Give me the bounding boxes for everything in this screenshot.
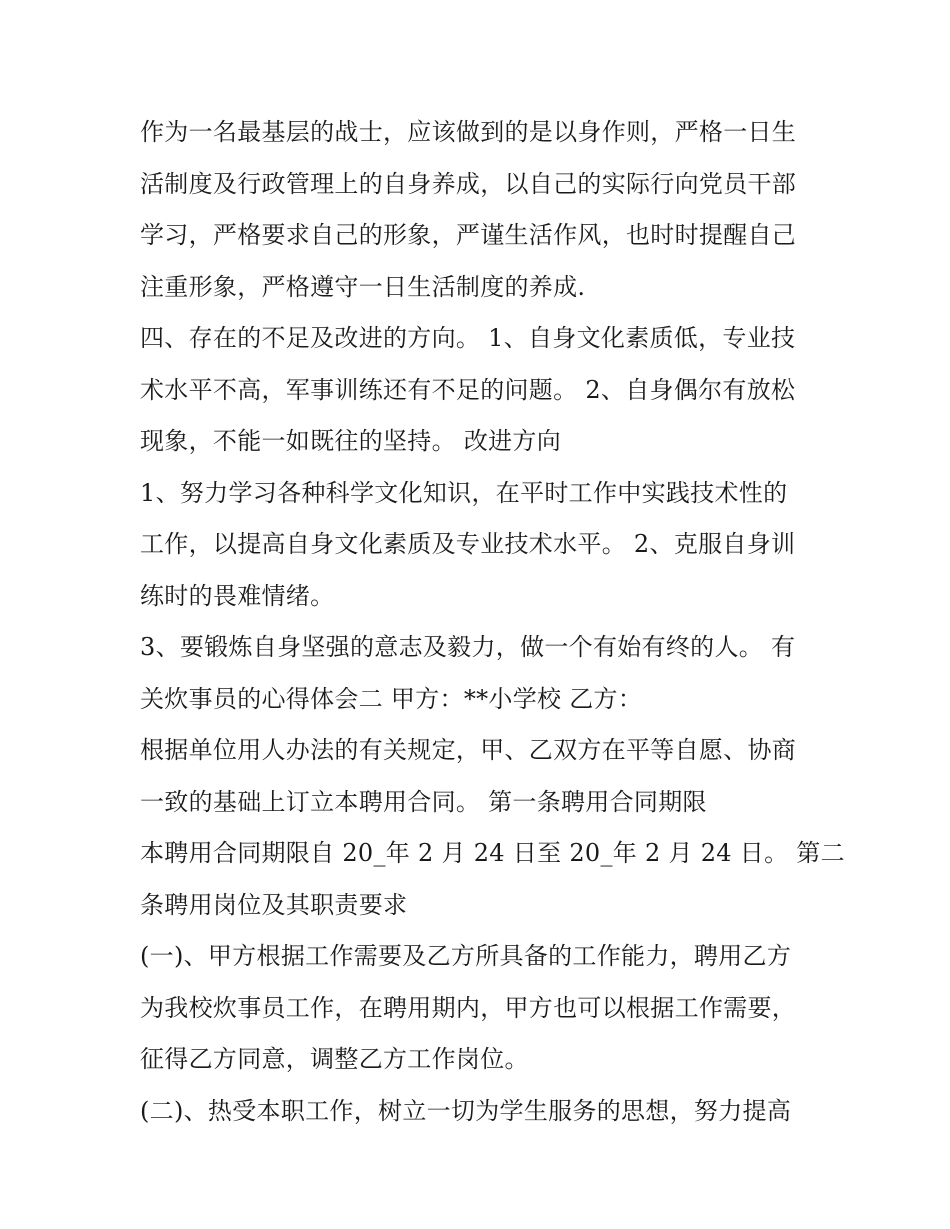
- text-line: 本聘用合同期限自 20_年 2 月 24 日至 20_年 2 月 24 日。 第二: [140, 839, 845, 867]
- text-line: 注重形象，严格遵守一日生活制度的养成.: [140, 272, 586, 301]
- document-body: [140, 107, 845, 1137]
- text-line: 术水平不高，军事训练还有不足的问题。 2、自身偶尔有放松: [140, 375, 796, 404]
- text-line: 条聘用岗位及其职责要求: [140, 890, 408, 919]
- text-line: (二)、热受本职工作，树立一切为学生服务的思想，努力提高: [140, 1096, 792, 1125]
- text-line: 关炊事员的心得体会二 甲方：**小学校 乙方：: [140, 684, 643, 713]
- text-line: 1、努力学习各种科学文化知识，在平时工作中实践技术性的: [140, 478, 788, 507]
- text-line: 征得乙方同意，调整乙方工作岗位。: [140, 1045, 529, 1073]
- text-line: 现象，不能一如既往的坚持。 改进方向: [140, 427, 562, 455]
- text-line: 工作，以提高自身文化素质及专业技术水平。 2、克服自身训: [140, 530, 796, 558]
- text-line: 练时的畏难情绪。: [140, 581, 335, 610]
- text-line: (一)、甲方根据工作需要及乙方所具备的工作能力，聘用乙方: [140, 942, 792, 970]
- text-line: 作为一名最基层的战士，应该做到的是以身作则，严格一日生: [140, 118, 797, 146]
- text-line: 四、存在的不足及改进的方向。 1、自身文化素质低，专业技: [140, 324, 796, 352]
- text-line: 为我校炊事员工作，在聘用期内，甲方也可以根据工作需要，: [140, 993, 797, 1022]
- text-line: 根据单位用人办法的有关规定，甲、乙双方在平等自愿、协商: [140, 736, 797, 764]
- text-line: 学习，严格要求自己的形象，严谨生活作风，也时时提醒自己: [140, 221, 797, 249]
- text-line: 3、要锻炼自身坚强的意志及毅力，做一个有始有终的人。 有: [140, 633, 796, 661]
- text-line: 活制度及行政管理上的自身养成，以自己的实际行向党员干部: [140, 169, 797, 198]
- text-line: 一致的基础上订立本聘用合同。 第一条聘用合同期限: [140, 787, 707, 816]
